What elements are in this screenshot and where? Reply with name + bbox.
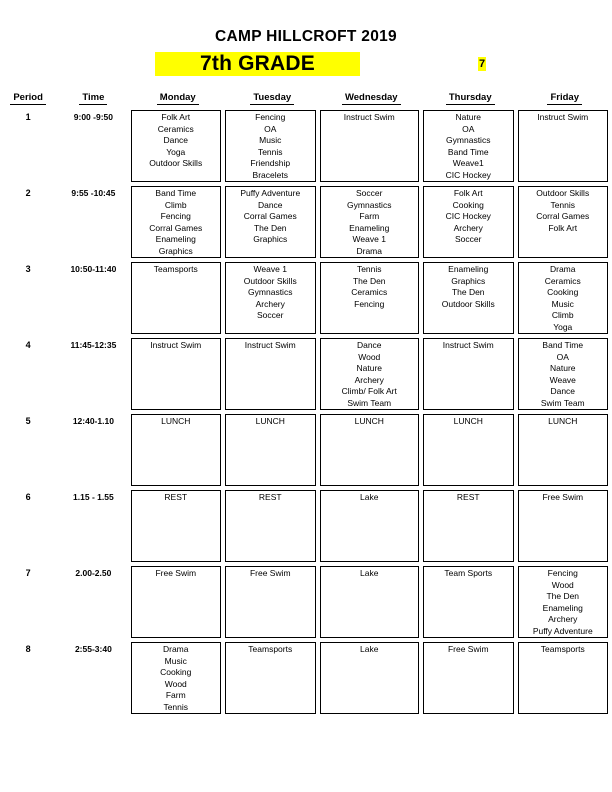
- table-row: [0, 110, 612, 186]
- activity-item: Lake: [360, 568, 379, 578]
- activity-item: Nature: [356, 363, 382, 374]
- schedule-cell-thursday: [423, 110, 518, 186]
- activity-item: Farm: [359, 211, 380, 222]
- column-header-period: Period: [0, 92, 56, 110]
- activity-item: Friendship: [250, 158, 291, 169]
- activity-box: [225, 110, 316, 182]
- activity-box: [423, 186, 514, 258]
- activity-item: Free Swim: [155, 568, 197, 578]
- activity-item: Dance: [163, 135, 189, 146]
- activity-item: Dance: [550, 386, 576, 397]
- activity-item: Gymnastics: [248, 287, 293, 298]
- activity-item: Wood: [551, 579, 574, 590]
- activity-box: [518, 566, 609, 638]
- activity-item: Nature: [549, 363, 576, 374]
- activity-box: [518, 186, 609, 258]
- activity-box: [320, 186, 420, 258]
- page-number: 7: [479, 58, 486, 70]
- schedule-cell-monday: [131, 566, 226, 642]
- table-row: [0, 414, 612, 490]
- activity-item: Soccer: [455, 234, 482, 245]
- activity-item: Enameling: [448, 264, 489, 274]
- activity-box: [518, 262, 609, 334]
- activity-item: The Den: [546, 591, 580, 602]
- activity-box: [225, 642, 316, 714]
- activity-item: Ceramics: [351, 287, 388, 298]
- activity-item: Folk Art: [161, 112, 191, 122]
- activity-box: [518, 338, 609, 410]
- activity-item: Ceramics: [544, 275, 581, 286]
- activity-item: Archery: [548, 614, 578, 625]
- activity-item: OA: [264, 123, 277, 134]
- table-row: [0, 338, 612, 414]
- activity-item: Cooking: [452, 199, 484, 210]
- activity-box: [320, 566, 420, 638]
- activity-item: Cooking: [160, 667, 192, 678]
- activity-item: Instruct Swim: [244, 340, 296, 350]
- schedule-cell-tuesday: [225, 642, 320, 718]
- activity-item: Enameling: [349, 222, 390, 233]
- activity-item: Wood: [358, 351, 381, 362]
- activity-box: [423, 566, 514, 638]
- activity-item: Drama: [356, 245, 382, 256]
- activity-item: Corral Games: [536, 211, 590, 222]
- activity-item: REST: [456, 492, 480, 502]
- activity-item: CIC Hockey: [445, 211, 491, 222]
- activity-box: [423, 262, 514, 334]
- period-number: 7: [25, 568, 31, 578]
- activity-box: [320, 262, 420, 334]
- schedule-cell-friday: [518, 490, 612, 566]
- activity-box: [131, 110, 222, 182]
- activity-item: LUNCH: [161, 416, 191, 426]
- activity-item: Corral Games: [243, 211, 297, 222]
- column-header-thursday: Thursday: [423, 92, 518, 110]
- period-time: 2:55-3:40: [74, 644, 112, 654]
- activity-item: Folk Art: [548, 222, 578, 233]
- schedule-cell-friday: [518, 110, 612, 186]
- activity-item: Outdoor Skills: [243, 275, 297, 286]
- activity-item: Fencing: [354, 298, 385, 309]
- schedule-cell-thursday: [423, 262, 518, 338]
- activity-box: [131, 642, 222, 714]
- column-header-wednesday: Wednesday: [320, 92, 424, 110]
- column-header-friday: Friday: [518, 92, 612, 110]
- schedule-cell-tuesday: [225, 566, 320, 642]
- activity-box: [225, 262, 316, 334]
- period-time: 1.15 - 1.55: [73, 492, 114, 502]
- activity-item: LUNCH: [255, 416, 285, 426]
- period-number: 2: [25, 188, 31, 198]
- activity-item: Climb: [551, 310, 574, 321]
- activity-box: [423, 110, 514, 182]
- schedule-cell-tuesday: [225, 338, 320, 414]
- schedule-cell-tuesday: [225, 186, 320, 262]
- activity-box: [423, 642, 514, 714]
- activity-item: Puffy Adventure: [240, 188, 301, 198]
- schedule-cell-wednesday: [320, 110, 424, 186]
- activity-item: Cooking: [547, 287, 579, 298]
- activity-item: Folk Art: [453, 188, 483, 198]
- activity-item: The Den: [253, 222, 287, 233]
- schedule-cell-monday: [131, 262, 226, 338]
- activity-item: Gymnastics: [446, 135, 491, 146]
- schedule-cell-thursday: [423, 566, 518, 642]
- page-title: CAMP HILLCROFT 2019: [215, 28, 397, 45]
- schedule-cell-tuesday: [225, 262, 320, 338]
- activity-item: LUNCH: [453, 416, 483, 426]
- schedule-cell-monday: [131, 186, 226, 262]
- activity-box: [131, 338, 222, 410]
- activity-item: Music: [551, 298, 574, 309]
- schedule-cell-thursday: [423, 642, 518, 718]
- activity-item: Music: [259, 135, 282, 146]
- table-row: [0, 490, 612, 566]
- activity-item: LUNCH: [548, 416, 578, 426]
- schedule-cell-wednesday: [320, 262, 424, 338]
- activity-item: Yoga: [166, 146, 186, 157]
- activity-item: Nature: [455, 112, 481, 122]
- activity-item: Tennis: [356, 264, 382, 274]
- activity-box: [225, 186, 316, 258]
- activity-box: [131, 186, 222, 258]
- activity-box: [320, 338, 420, 410]
- activity-item: OA: [462, 123, 475, 134]
- period-number: 4: [25, 340, 31, 350]
- activity-box: [225, 338, 316, 410]
- activity-item: Instruct Swim: [150, 340, 202, 350]
- activity-item: Ceramics: [157, 123, 194, 134]
- activity-item: Tennis: [163, 701, 189, 712]
- activity-item: Fencing: [547, 568, 578, 578]
- activity-item: Free Swim: [542, 492, 584, 502]
- activity-item: Archery: [453, 222, 483, 233]
- activity-item: Bracelets: [252, 169, 288, 180]
- activity-item: OA: [556, 351, 569, 362]
- activity-item: Soccer: [356, 188, 383, 198]
- activity-item: LUNCH: [354, 416, 384, 426]
- schedule-cell-friday: [518, 262, 612, 338]
- activity-box: [518, 414, 609, 486]
- activity-box: [131, 414, 222, 486]
- activity-item: Free Swim: [249, 568, 291, 578]
- grade-title: 7th GRADE: [155, 52, 360, 76]
- activity-item: Weave: [549, 374, 576, 385]
- activity-item: Band Time: [542, 340, 584, 350]
- activity-item: Tennis: [550, 199, 576, 210]
- activity-item: Farm: [165, 690, 186, 701]
- column-header-monday: Monday: [131, 92, 226, 110]
- schedule-cell-friday: [518, 642, 612, 718]
- activity-item: Swim Team: [540, 397, 585, 408]
- activity-item: Graphics: [451, 275, 486, 286]
- activity-box: [518, 642, 609, 714]
- activity-item: Weave 1: [352, 234, 386, 245]
- schedule-cell-thursday: [423, 338, 518, 414]
- activity-item: Lake: [360, 644, 379, 654]
- activity-item: Free Swim: [447, 644, 489, 654]
- column-header-time: Time: [56, 92, 130, 110]
- schedule-table: [0, 92, 612, 718]
- subtitle-row: [0, 52, 612, 78]
- activity-item: Climb: [164, 199, 187, 210]
- activity-item: Team Sports: [444, 568, 493, 578]
- activity-box: [423, 414, 514, 486]
- schedule-cell-wednesday: [320, 490, 424, 566]
- activity-box: [131, 490, 222, 562]
- schedule-body: [0, 110, 612, 718]
- activity-item: Dance: [257, 199, 283, 210]
- period-number: 6: [25, 492, 31, 502]
- table-header-row: [0, 92, 612, 110]
- period-time: 12:40-1.10: [72, 416, 114, 426]
- table-row: [0, 566, 612, 642]
- activity-item: Tennis: [257, 146, 283, 157]
- activity-box: [518, 490, 609, 562]
- activity-box: [423, 338, 514, 410]
- activity-box: [131, 262, 222, 334]
- schedule-cell-friday: [518, 566, 612, 642]
- activity-item: Dance: [356, 340, 382, 350]
- period-time: 2.00-2.50: [75, 568, 112, 578]
- period-number: 1: [25, 112, 31, 122]
- activity-item: Corral Games: [149, 222, 203, 233]
- table-row: [0, 642, 612, 718]
- column-header-tuesday: Tuesday: [225, 92, 320, 110]
- activity-item: Weave1: [452, 158, 484, 169]
- schedule-cell-thursday: [423, 414, 518, 490]
- period-time: 10:50-11:40: [70, 264, 117, 274]
- activity-box: [131, 566, 222, 638]
- schedule-cell-monday: [131, 414, 226, 490]
- activity-item: CIC Hockey: [445, 169, 491, 180]
- activity-item: Yoga: [553, 321, 573, 332]
- schedule-cell-friday: [518, 338, 612, 414]
- schedule-cell-wednesday: [320, 566, 424, 642]
- activity-item: Climb/ Folk Art: [341, 386, 397, 397]
- activity-box: [225, 566, 316, 638]
- schedule-cell-wednesday: [320, 642, 424, 718]
- schedule-cell-friday: [518, 414, 612, 490]
- period-number: 8: [25, 644, 31, 654]
- activity-item: Soccer: [257, 310, 284, 321]
- schedule-cell-friday: [518, 186, 612, 262]
- schedule-cell-thursday: [423, 186, 518, 262]
- activity-item: Archery: [354, 374, 384, 385]
- activity-item: Teamsports: [153, 264, 198, 274]
- activity-box: [320, 490, 420, 562]
- activity-item: Fencing: [160, 211, 191, 222]
- activity-item: Graphics: [253, 234, 288, 245]
- schedule-cell-wednesday: [320, 338, 424, 414]
- schedule-cell-monday: [131, 110, 226, 186]
- activity-item: Outdoor Skills: [149, 158, 203, 169]
- activity-item: Weave 1: [253, 264, 287, 274]
- period-time: 9:00 -9:50: [73, 112, 113, 122]
- activity-item: Graphics: [158, 245, 193, 256]
- activity-box: [225, 414, 316, 486]
- activity-item: Puffy Adventure: [532, 625, 593, 636]
- activity-item: Gymnastics: [347, 199, 392, 210]
- schedule-cell-wednesday: [320, 414, 424, 490]
- activity-item: Music: [164, 655, 187, 666]
- activity-item: Outdoor Skills: [441, 298, 495, 309]
- activity-item: REST: [258, 492, 282, 502]
- schedule-cell-monday: [131, 490, 226, 566]
- activity-item: Enameling: [542, 602, 583, 613]
- activity-item: Band Time: [155, 188, 197, 198]
- period-time: 9:55 -10:45: [71, 188, 116, 198]
- activity-item: Instruct Swim: [442, 340, 494, 350]
- activity-item: Fencing: [255, 112, 286, 122]
- schedule-cell-tuesday: [225, 490, 320, 566]
- activity-item: Drama: [549, 264, 576, 274]
- period-time: 11:45-12:35: [70, 340, 117, 350]
- activity-item: Swim Team: [347, 397, 392, 408]
- table-row: [0, 262, 612, 338]
- activity-box: [320, 642, 420, 714]
- activity-item: Wood: [164, 678, 187, 689]
- activity-item: The Den: [451, 287, 485, 298]
- activity-item: Band Time: [447, 146, 489, 157]
- schedule-cell-monday: [131, 642, 226, 718]
- activity-item: Outdoor Skills: [536, 188, 590, 198]
- period-number: 3: [25, 264, 31, 274]
- period-number: 5: [25, 416, 31, 426]
- activity-item: The Den: [352, 275, 386, 286]
- activity-item: Lake: [360, 492, 379, 502]
- activity-item: Drama: [162, 644, 189, 654]
- schedule-cell-monday: [131, 338, 226, 414]
- activity-item: REST: [164, 492, 188, 502]
- activity-item: Teamsports: [540, 644, 585, 654]
- activity-item: Instruct Swim: [537, 112, 589, 122]
- activity-box: [225, 490, 316, 562]
- activity-item: Teamsports: [248, 644, 293, 654]
- activity-item: Enameling: [155, 234, 196, 245]
- table-row: [0, 186, 612, 262]
- schedule-cell-thursday: [423, 490, 518, 566]
- activity-box: [518, 110, 609, 182]
- schedule-cell-wednesday: [320, 186, 424, 262]
- activity-box: [320, 414, 420, 486]
- schedule-cell-tuesday: [225, 110, 320, 186]
- activity-box: [320, 110, 420, 182]
- activity-box: [423, 490, 514, 562]
- schedule-cell-tuesday: [225, 414, 320, 490]
- activity-item: Instruct Swim: [343, 112, 395, 122]
- activity-item: Archery: [255, 298, 285, 309]
